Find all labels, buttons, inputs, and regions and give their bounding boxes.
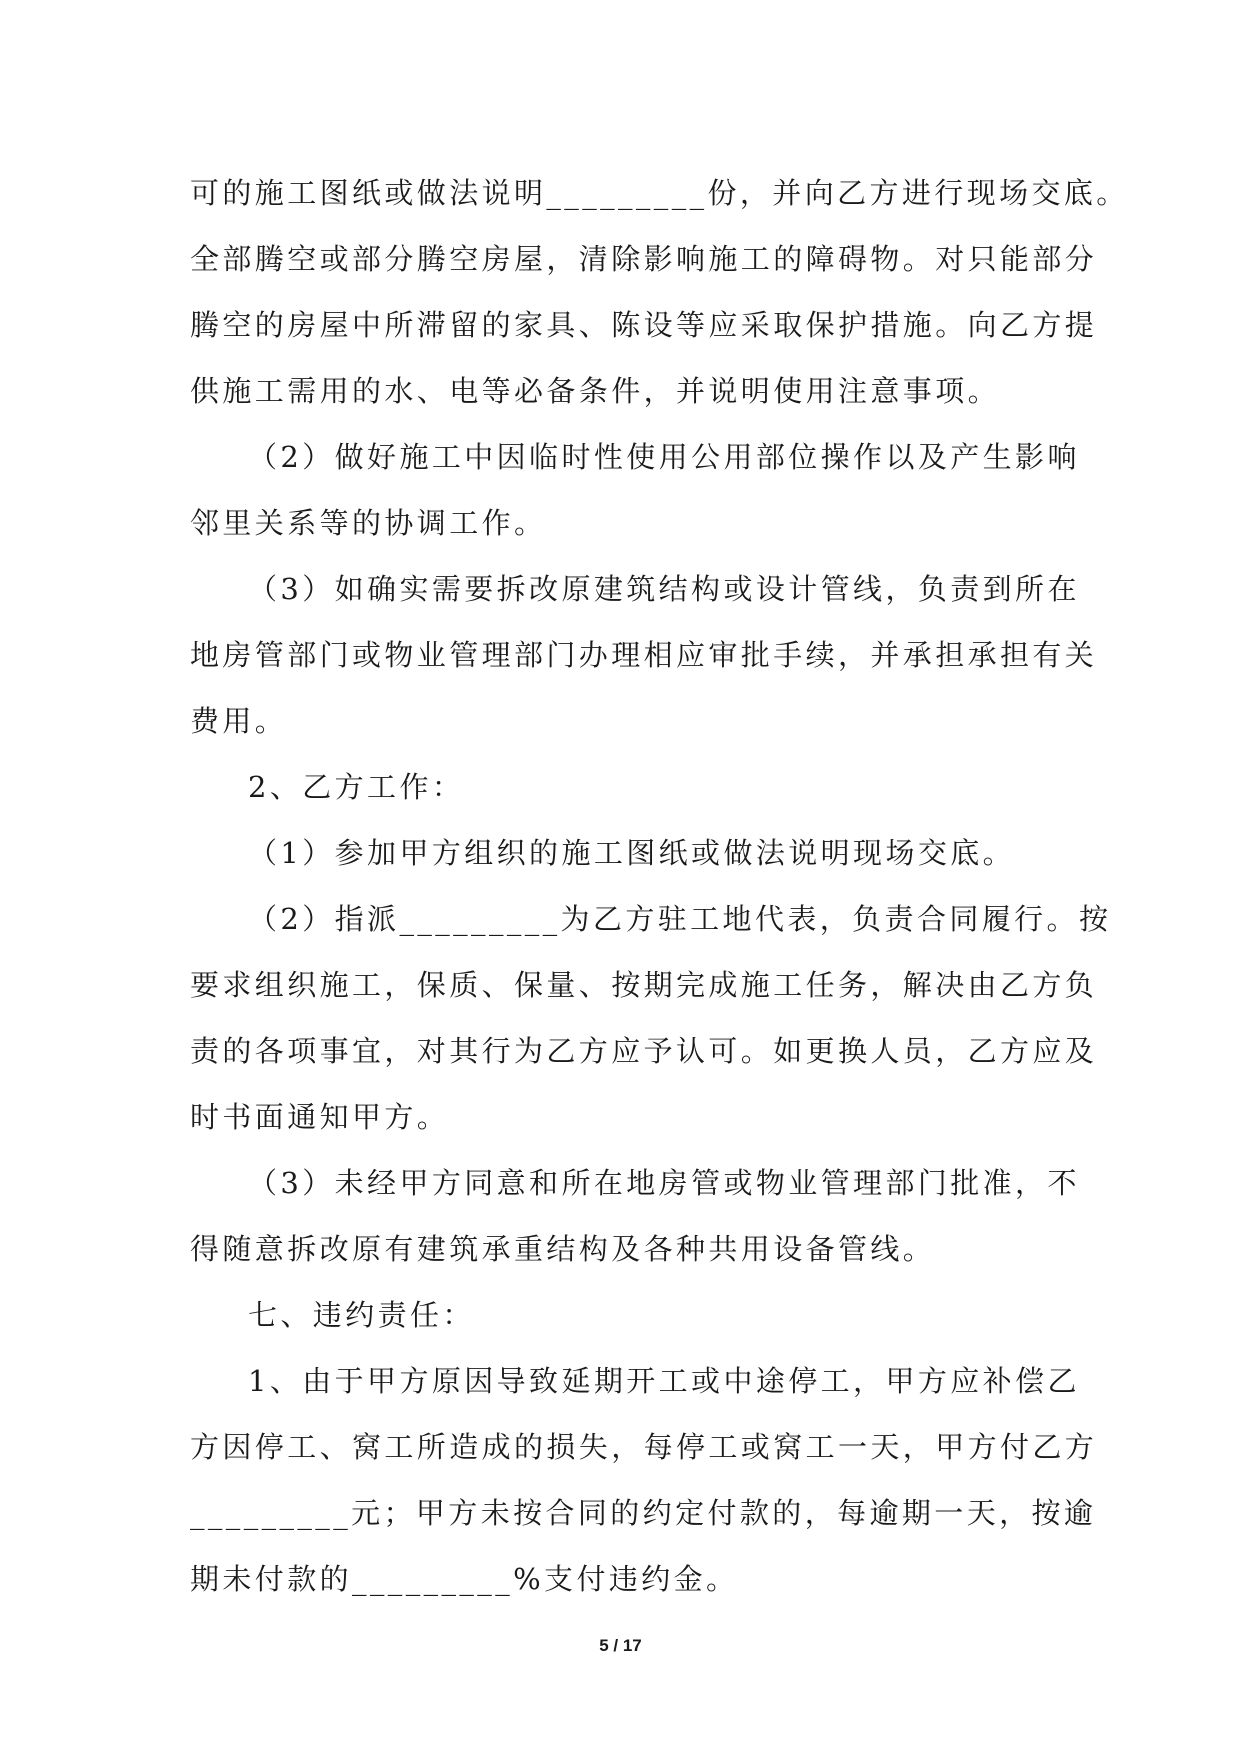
text-line: 方因停工、窝工所造成的损失，每停工或窝工一天，甲方付乙方 [190,1430,1098,1464]
text-line: 可的施工图纸或做法说明_________份，并向乙方进行现场交底。 [190,176,1129,210]
page-number: 5 / 17 [599,1636,642,1655]
text-line: 要求组织施工，保质、保量、按期完成施工任务，解决由乙方负 [190,968,1098,1002]
text-line: _________元；甲方未按合同的约定付款的，每逾期一天，按逾 [190,1496,1097,1530]
text-line: （3）未经甲方同意和所在地房管或物业管理部门批准，不 [248,1166,1080,1200]
text-line: （1）参加甲方组织的施工图纸或做法说明现场交底。 [248,836,1016,870]
text-line: 腾空的房屋中所滞留的家具、陈设等应采取保护措施。向乙方提 [190,308,1098,342]
text-line: 地房管部门或物业管理部门办理相应审批手续，并承担承担有关 [190,638,1098,672]
text-line: （3）如确实需要拆改原建筑结构或设计管线，负责到所在 [248,572,1080,606]
text-line: 费用。 [190,704,288,738]
document-body [190,160,1129,1612]
text-line: 期未付款的_________%支付违约金。 [190,1562,739,1596]
section-heading: 七、违约责任： [248,1298,475,1332]
text-line: 责的各项事宜，对其行为乙方应予认可。如更换人员，乙方应及 [190,1034,1098,1068]
text-line: 时书面通知甲方。 [190,1100,450,1134]
text-line: 供施工需用的水、电等必备条件，并说明使用注意事项。 [190,374,1001,408]
section-heading: 2、乙方工作： [248,770,465,804]
text-line: （2）指派_________为乙方驻工地代表，负责合同履行。按 [248,902,1112,936]
text-line: 全部腾空或部分腾空房屋，清除影响施工的障碍物。对只能部分 [190,242,1098,276]
text-line: 邻里关系等的协调工作。 [190,506,547,540]
text-line: （2）做好施工中因临时性使用公用部位操作以及产生影响 [248,440,1080,474]
text-line: 1、由于甲方原因导致延期开工或中途停工，甲方应补偿乙 [248,1364,1080,1398]
text-line: 得随意拆改原有建筑承重结构及各种共用设备管线。 [190,1232,936,1266]
